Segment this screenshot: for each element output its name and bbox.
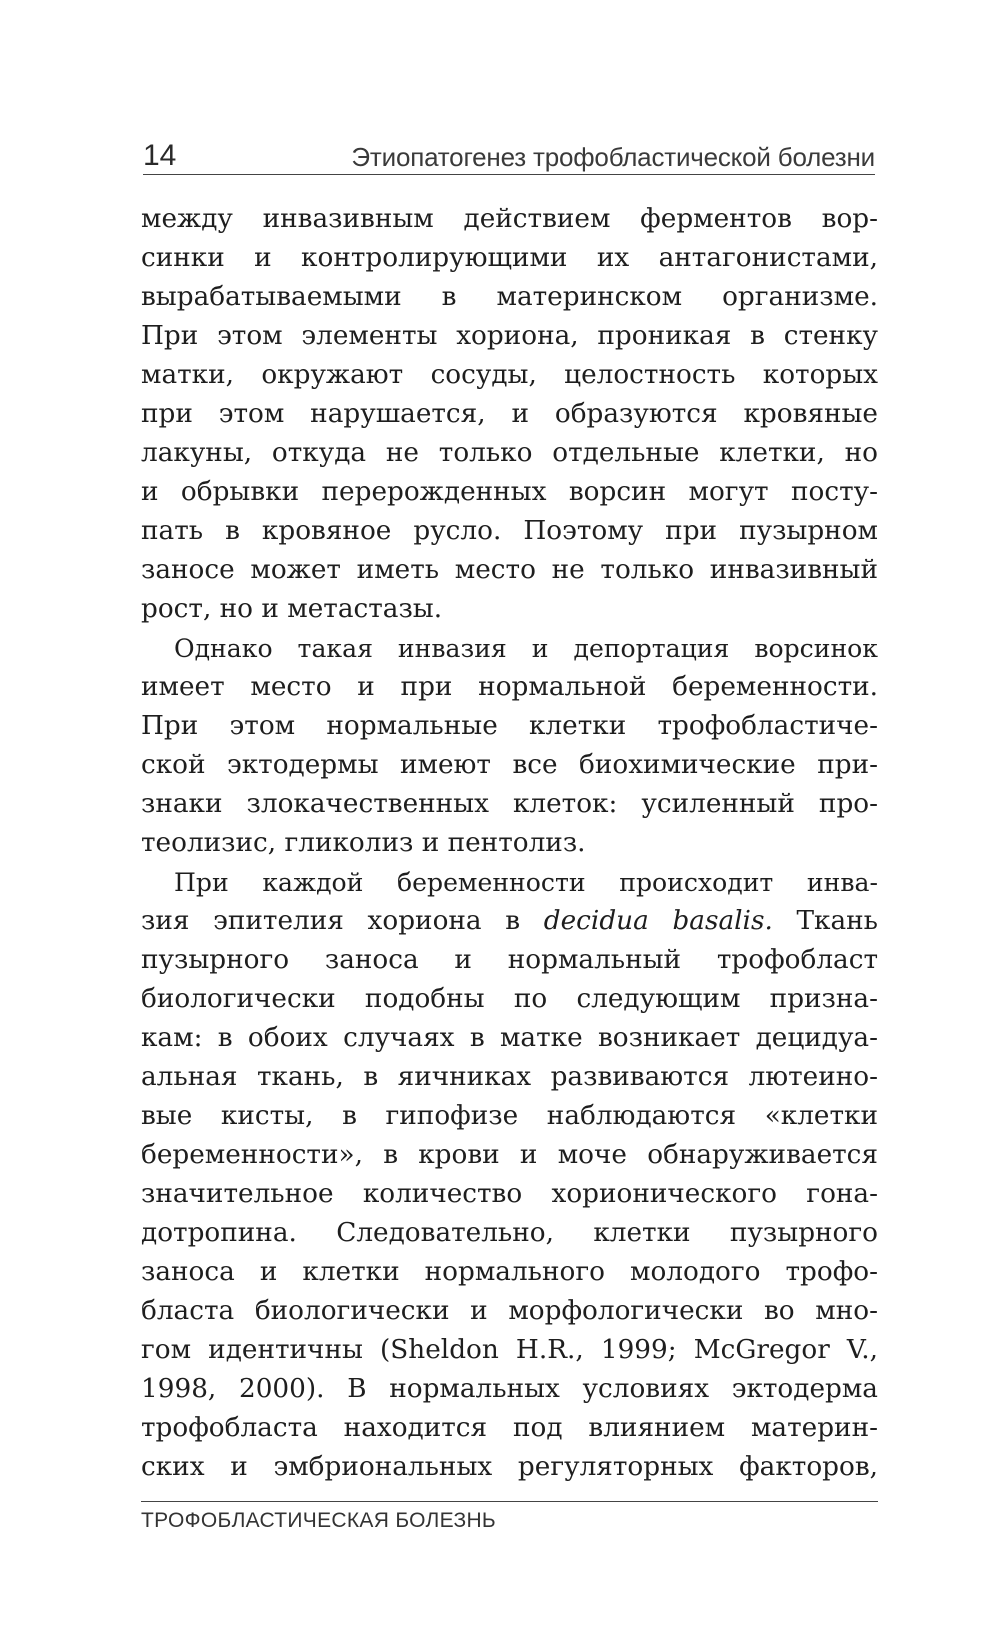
text-line: биологически подобны по следующим призна- (141, 984, 878, 1014)
text-line: синки и контролирующими их антагонистами, (141, 243, 878, 273)
running-title: Этиопатогенез трофобластической болезни (351, 142, 875, 172)
body-text (141, 200, 878, 1487)
page-number: 14 (143, 139, 177, 172)
text-line: альная ткань, в яичниках развиваются лютеино- (141, 1062, 878, 1092)
text-line: трофобласта находится под влиянием материн- (141, 1413, 878, 1443)
paragraph-2 (141, 629, 878, 863)
paragraph-1 (141, 200, 878, 629)
footer-divider (141, 1501, 878, 1502)
text-line: При этом элементы хориона, проникая в стенку (141, 321, 878, 351)
text-line: вые кисты, в гипофизе наблюдаются «клетки (141, 1101, 878, 1131)
text-line: бласта биологически и морфологически во мно- (141, 1296, 878, 1326)
text-line: рост, но и метастазы. (141, 594, 443, 624)
text-line: пать в кровяное русло. Поэтому при пузырном (141, 516, 878, 546)
paragraph-3 (141, 863, 878, 1487)
text-line: при этом нарушается, и образуются кровяные (141, 399, 878, 429)
header-divider (143, 174, 875, 175)
text-fragment: зия эпителия хориона в (141, 906, 544, 936)
text-line: заноса и клетки нормального молодого трофо- (141, 1257, 878, 1287)
text-line: При каждой беременности происходит инва- (174, 868, 878, 897)
text-line: Однако такая инвазия и депортация ворсинок (174, 634, 878, 663)
text-line: дотропина. Следовательно, клетки пузырного (141, 1218, 878, 1248)
text-line: гом идентичны (Sheldon H.R., 1999; McGregor V., (141, 1335, 878, 1365)
text-line: 1998, 2000). В нормальных условиях эктодерма (141, 1374, 878, 1404)
text-line: между инвазивным действием ферментов вор- (141, 204, 878, 234)
text-line: ских и эмбриональных регуляторных факторов, (141, 1452, 878, 1482)
text-line: матки, окружают сосуды, целостность которых (141, 360, 878, 390)
text-line: При этом нормальные клетки трофобластиче- (141, 711, 878, 741)
text-line: кам: в обоих случаях в матке возникает децидуа- (141, 1023, 878, 1053)
text-line: имеет место и при нормальной беременности. (141, 672, 878, 702)
text-line: беременности», в крови и моче обнаруживается (141, 1140, 878, 1170)
page-header (143, 138, 875, 178)
text-line: ской эктодермы имеют все биохимические при- (141, 750, 878, 780)
book-title-footer: ТРОФОБЛАСТИЧЕСКАЯ БОЛЕЗНЬ (141, 1509, 497, 1532)
text-line: пузырного заноса и нормальный трофобласт (141, 945, 878, 975)
text-line: значительное количество хорионического гона- (141, 1179, 878, 1209)
text-fragment: Ткань (772, 906, 878, 936)
text-line: теолизис, гликолиз и пентолиз. (141, 828, 586, 858)
text-line: лакуны, откуда не только отдельные клетки, но (141, 438, 878, 468)
text-line: вырабатываемыми в материнском организме. (141, 282, 878, 312)
text-line: заносе может иметь место не только инвазивный (141, 555, 878, 585)
latin-term: decidua basalis. (543, 906, 773, 936)
text-line (141, 902, 878, 941)
text-line: знаки злокачественных клеток: усиленный про- (141, 789, 878, 819)
text-line: и обрывки перерожденных ворсин могут посту- (141, 477, 878, 507)
